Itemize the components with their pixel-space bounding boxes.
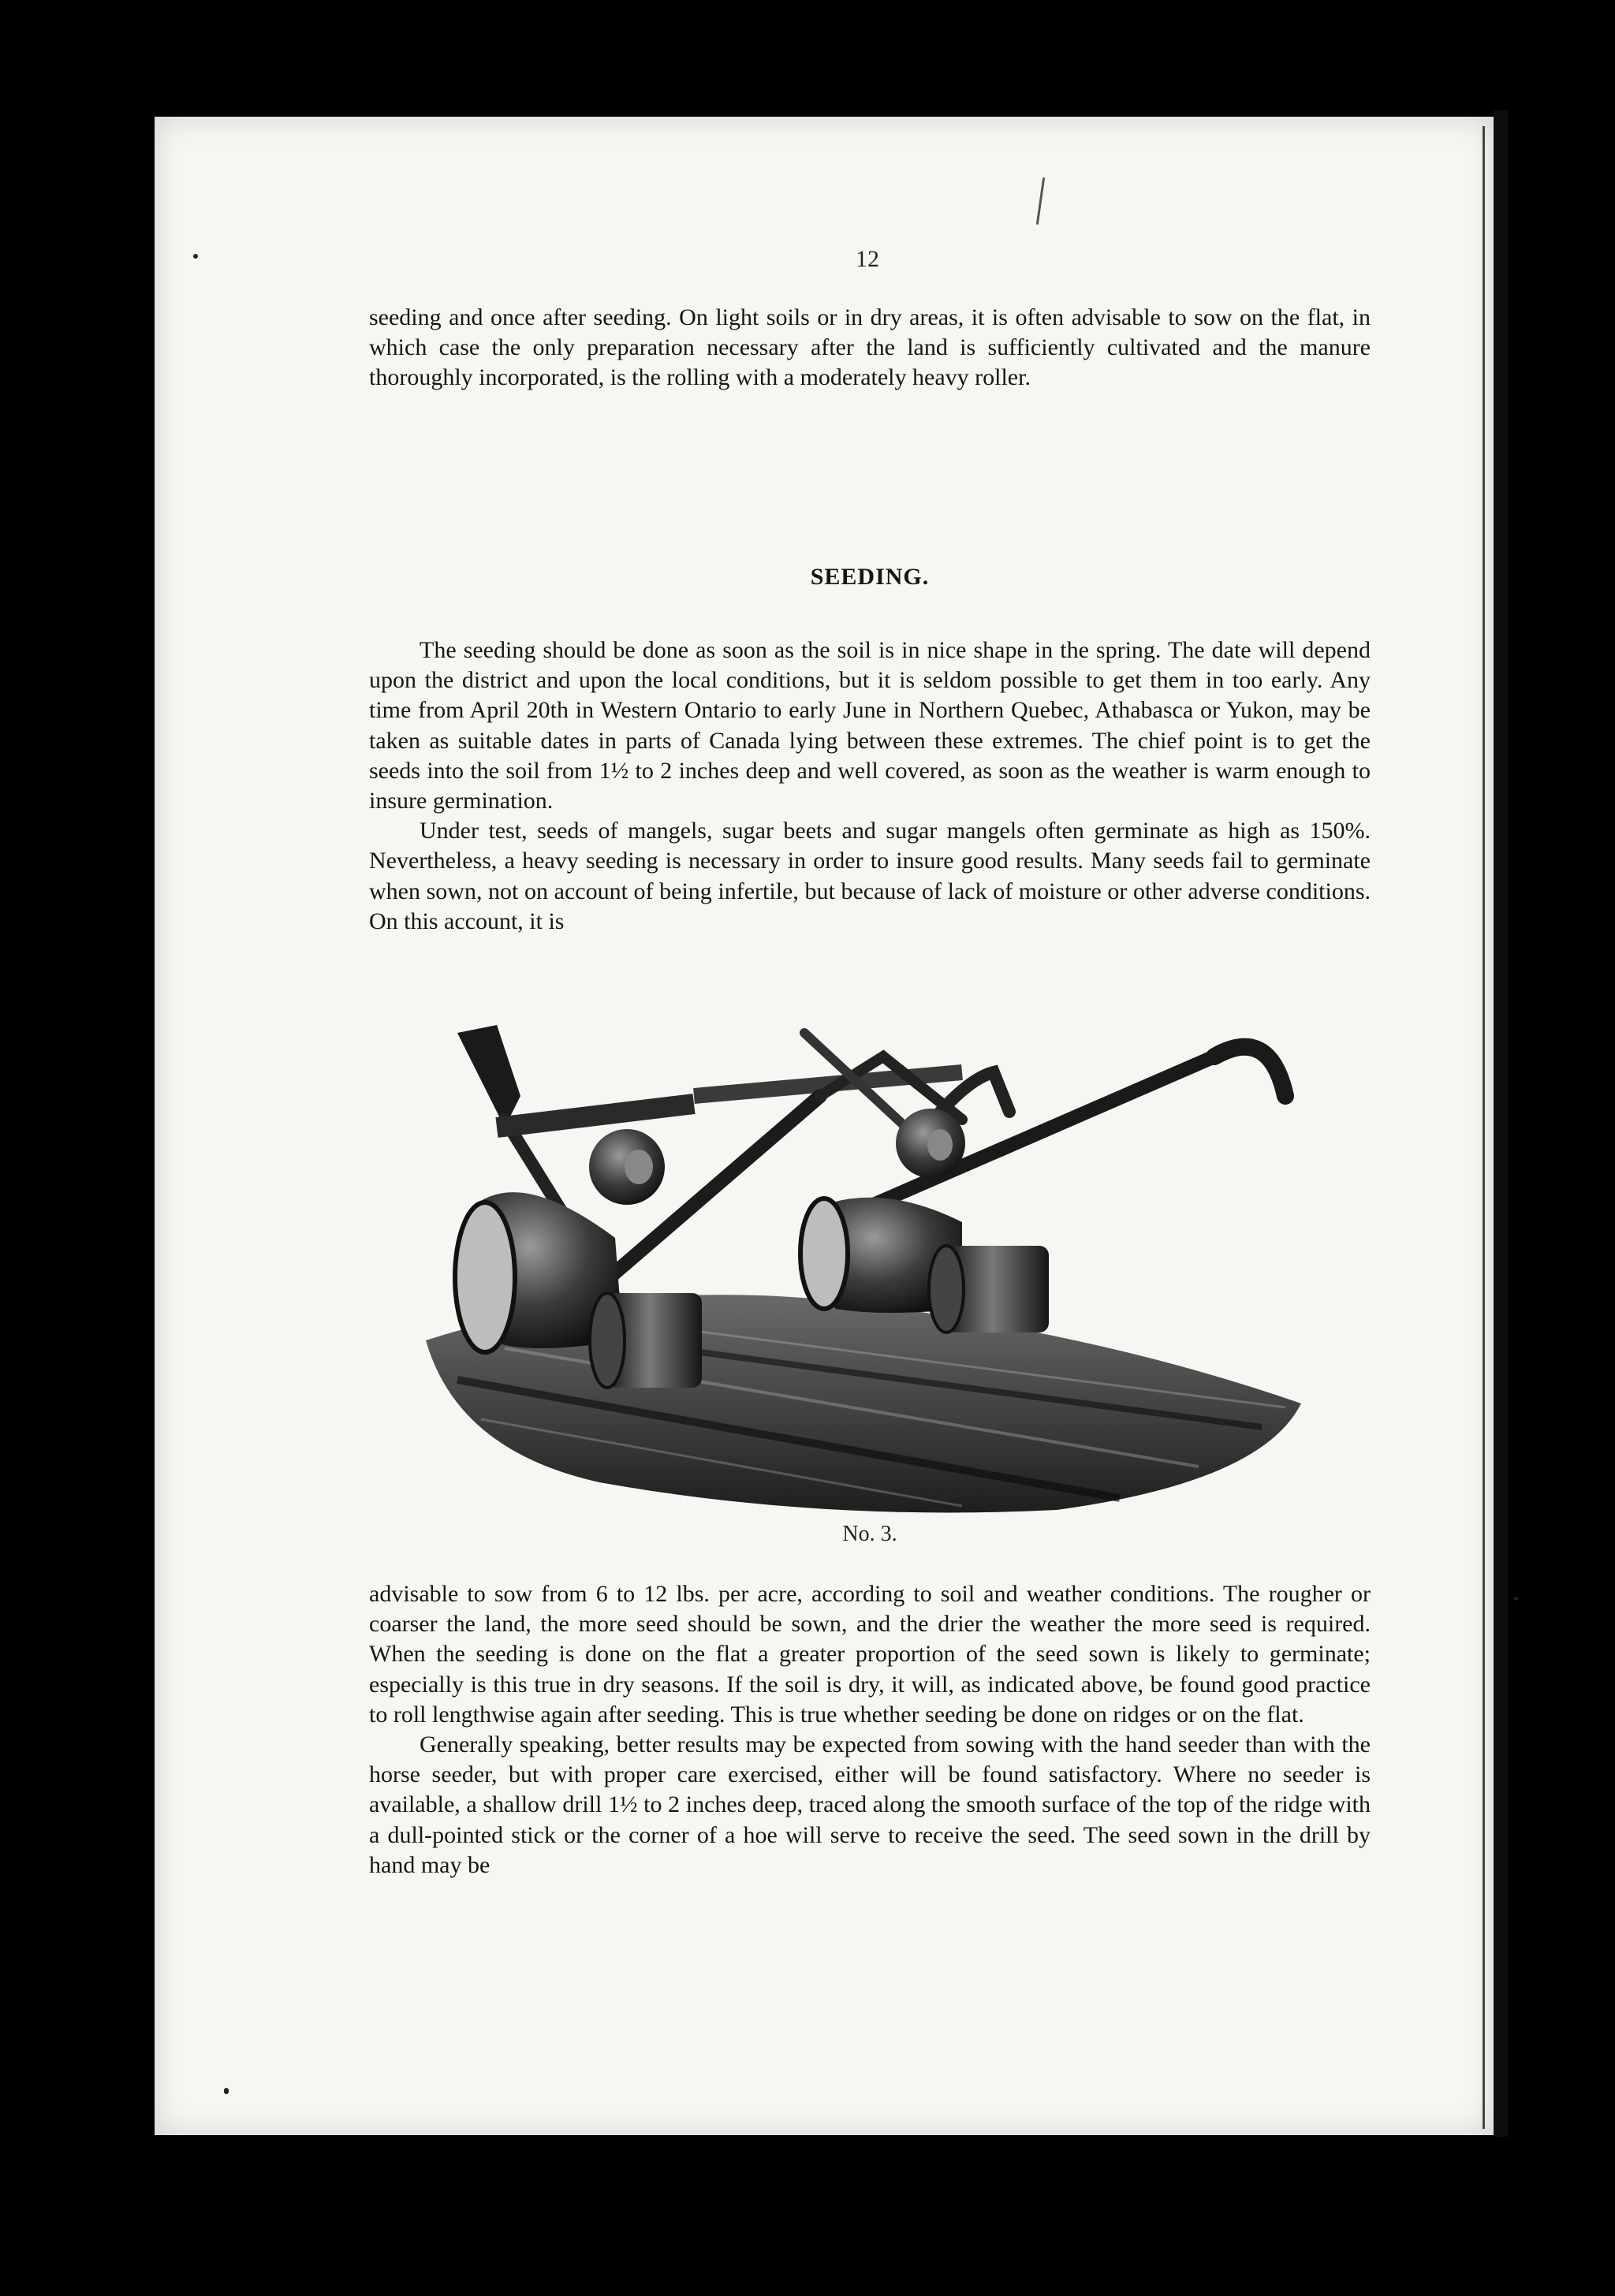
paragraph: seeding and once after seeding. On light soils or in dry areas, it is often advisable to sow on the flat, in which case the only preparation necessary after the land is sufficiently cultivated and the manure thoroughly incorporated, is the rolling with a moderately heavy roller. — [369, 304, 1371, 391]
right-roller — [929, 1246, 1049, 1332]
after-figure-body — [369, 1579, 1371, 1880]
top-paragraph — [369, 303, 1371, 393]
figure-caption: No. 3. — [842, 1522, 897, 1546]
scan-speck — [1514, 1597, 1518, 1601]
page-number: 12 — [856, 246, 879, 272]
scan-speck — [193, 254, 198, 259]
paragraph: Generally speaking, better results may be expected from sowing with the hand seeder than with the horse seeder, but with proper care exercised, either will be found satisfactory. Where no seeder is available, a shallow drill 1½ to 2 inches deep, traced along the smooth surface of the top of the ridge with a dull-pointed stick or the corner of a hoe will serve to receive the seed. The seed sown in the drill by hand may be — [369, 1731, 1371, 1878]
section-body — [369, 636, 1371, 937]
page-edge — [1483, 126, 1485, 2129]
section-heading: SEEDING. — [810, 564, 930, 590]
paragraph: Under test, seeds of mangels, sugar beets and sugar mangels often germinate as high as 150%. Nevertheless, a heavy seeding is necessary in order to insure good results. Many seeds fail to germinate when sown, not on account of being infertile, but because of lack of moisture or other adverse conditions. On this account, it is — [369, 818, 1371, 934]
adjacent-page-edge — [1494, 110, 1508, 2137]
seeder-illustration — [410, 1009, 1317, 1522]
paragraph: advisable to sow from 6 to 12 lbs. per acre, according to soil and weather conditions. The rougher or coarser the land, the more seed should be sown, and the drier the weather the more seed is required. When the seeding is done on the flat a greater proportion of the seed sown is likely to germinate; especially is this true in dry seasons. If the soil is dry, it will, as indicated above, be found good practice to roll lengthwise again after seeding. This is true whether seeding be done on ridges or on the flat. — [369, 1581, 1371, 1728]
left-roller — [590, 1293, 702, 1388]
scan-speck — [224, 2088, 229, 2094]
paragraph: The seeding should be done as soon as the soil is in nice shape in the spring. The date will depend upon the district and upon the local conditions, but it is seldom possible to get them in too early. Any time from April 20th in Western Ontario to early June in Northern Quebec, Athabasca or Yukon, may be taken as suitable dates in parts of Canada lying between these extremes. The chief point is to get the seeds into the soil from 1½ to 2 inches deep and well covered, as soon as the weather is warm enough to insure germination. — [369, 637, 1371, 814]
